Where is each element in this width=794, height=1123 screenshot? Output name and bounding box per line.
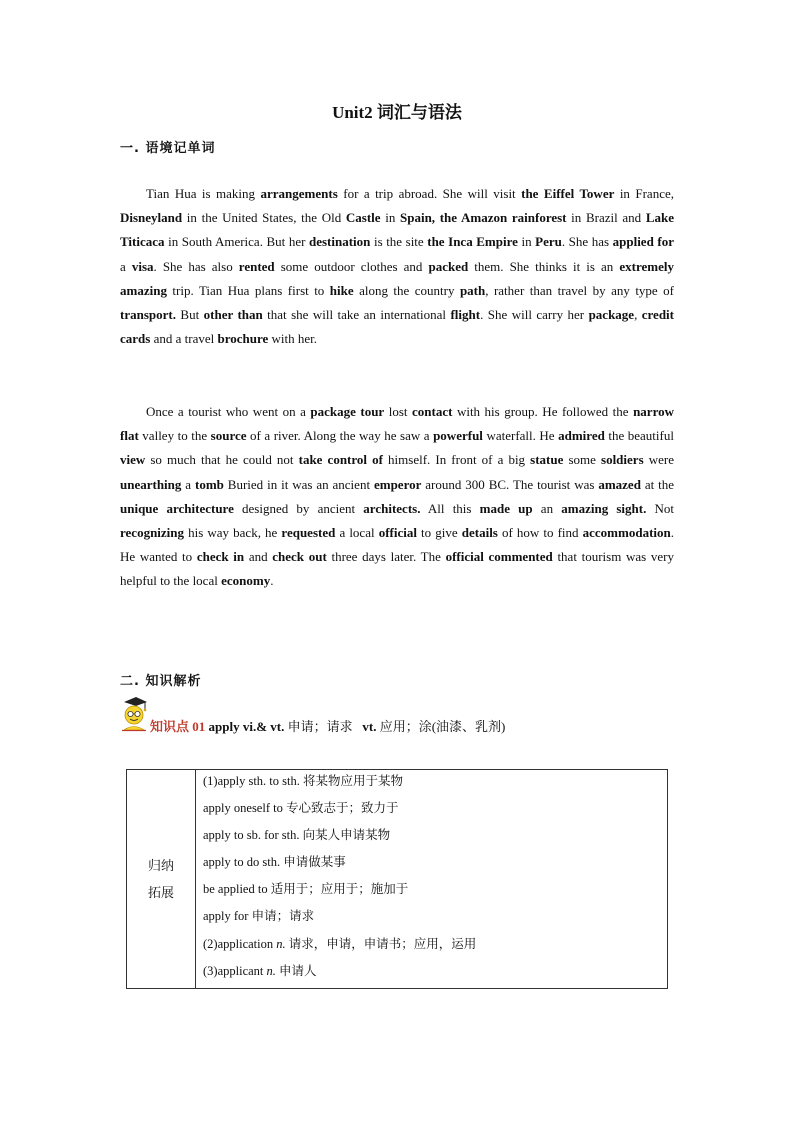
paragraph-text: an bbox=[532, 500, 562, 516]
paragraph-text: at the bbox=[640, 476, 675, 492]
bold-vocabulary-term: take control of bbox=[298, 452, 383, 468]
bold-vocabulary-term: unearthing bbox=[120, 476, 182, 492]
bold-vocabulary-term: official commented bbox=[445, 549, 553, 565]
bold-vocabulary-term: transport. bbox=[120, 307, 176, 323]
bold-vocabulary-term: admired bbox=[558, 428, 605, 444]
bold-vocabulary-term: amazed bbox=[598, 476, 641, 492]
table-line-text: be applied to 适用于；应用于；施加于 bbox=[203, 882, 409, 897]
knowledge-point-label: 知识点 01 bbox=[150, 719, 206, 734]
knowledge-point-pos-2: vt. bbox=[362, 719, 377, 734]
bold-vocabulary-term: arrangements bbox=[260, 186, 338, 201]
paragraph-text: some bbox=[563, 452, 602, 468]
table-line bbox=[203, 797, 667, 824]
table-line-text: apply oneself to 专心致志于；致力于 bbox=[203, 801, 399, 816]
paragraph-text: a bbox=[181, 476, 195, 492]
table-line-text: apply to sb. for sth. 向某人申请某物 bbox=[203, 828, 391, 843]
bold-vocabulary-term: tomb bbox=[195, 476, 224, 492]
paragraph-text: with her. bbox=[268, 331, 318, 347]
paragraph-text: a bbox=[120, 258, 132, 274]
table-line bbox=[203, 878, 667, 905]
table-line-text: apply for 申请；请求 bbox=[203, 909, 315, 924]
section-heading-vocabulary: 一. 语境记单词 bbox=[120, 141, 216, 156]
table-line-text: 请求，申请，申请书；应用，运用 bbox=[285, 936, 477, 951]
bold-vocabulary-term: statue bbox=[530, 452, 564, 468]
cartoon-mascot-icon bbox=[120, 696, 148, 732]
paragraph-text: along the country bbox=[353, 282, 460, 298]
knowledge-point-heading bbox=[120, 696, 674, 736]
paragraph-text: his way back, he bbox=[184, 525, 282, 541]
paragraph-text: in France, bbox=[614, 186, 674, 201]
side-label-line-1: 归纳 bbox=[147, 858, 174, 873]
bold-vocabulary-term: applied for bbox=[612, 234, 674, 250]
table-side-label bbox=[127, 770, 196, 989]
paragraph-text: of a river. Along the way he saw a bbox=[246, 428, 434, 444]
bold-vocabulary-term: brochure bbox=[217, 331, 269, 347]
bold-vocabulary-term: Spain, the Amazon rainforest bbox=[400, 210, 567, 226]
paragraph-text: that tourism was very helpful to the local bbox=[120, 549, 674, 589]
paragraph-1 bbox=[120, 182, 674, 351]
paragraph-text: in Brazil and bbox=[566, 210, 646, 226]
bold-vocabulary-term: unique architecture bbox=[120, 500, 234, 516]
paragraph-text: and bbox=[244, 549, 273, 565]
bold-vocabulary-term: the Inca Empire bbox=[427, 234, 518, 250]
section-heading-analysis: 二. 知识解析 bbox=[120, 674, 202, 689]
table-line bbox=[203, 905, 667, 932]
knowledge-point-headword: apply vi.& vt. bbox=[208, 719, 285, 734]
paragraph-text: waterfall. He bbox=[482, 428, 559, 444]
bold-vocabulary-term: accommodation bbox=[582, 525, 671, 541]
bold-vocabulary-term: details bbox=[461, 525, 498, 541]
paragraph-text: around 300 BC. The tourist was bbox=[421, 476, 599, 492]
bold-vocabulary-term: economy bbox=[221, 573, 271, 589]
bold-vocabulary-term: made up bbox=[479, 500, 533, 516]
bold-vocabulary-term: check in bbox=[196, 549, 245, 565]
bold-vocabulary-term: packed bbox=[428, 258, 469, 274]
bold-vocabulary-term: check out bbox=[272, 549, 327, 565]
table-line-text: apply to do sth. 申请做某事 bbox=[203, 855, 346, 870]
paragraph-text: with his group. He followed the bbox=[452, 404, 634, 419]
paragraph-text: Buried in it was an ancient bbox=[223, 476, 374, 492]
bold-vocabulary-term: extremely amazing bbox=[120, 258, 674, 298]
bold-vocabulary-term: package bbox=[588, 307, 635, 323]
paragraph-text: three days later. The bbox=[326, 549, 446, 565]
paragraph-text: in the United States, the Old bbox=[182, 210, 346, 226]
knowledge-point-meaning-1: 申请；请求 bbox=[287, 719, 353, 734]
side-label-line-2: 拓展 bbox=[147, 885, 174, 900]
paragraph-text: , bbox=[634, 307, 642, 323]
bold-vocabulary-term: contact bbox=[412, 404, 453, 419]
page-title: Unit2 词汇与语法 bbox=[332, 103, 462, 122]
bold-vocabulary-term: view bbox=[120, 452, 146, 468]
paragraph-text: them. She thinks it is an bbox=[468, 258, 620, 274]
paragraph-text: himself. In front of a big bbox=[382, 452, 531, 468]
paragraph-text: to give bbox=[416, 525, 462, 541]
bold-vocabulary-term: other than bbox=[203, 307, 263, 323]
bold-vocabulary-term: emperor bbox=[373, 476, 422, 492]
bold-vocabulary-term: Castle bbox=[345, 210, 381, 226]
table-line-text: n. bbox=[266, 963, 276, 978]
paragraph-text: But bbox=[175, 307, 204, 323]
bold-vocabulary-term: package tour bbox=[310, 404, 385, 419]
table-row bbox=[127, 770, 668, 989]
bold-vocabulary-term: credit cards bbox=[120, 307, 674, 347]
paragraph-text: , rather than travel by any type of bbox=[485, 282, 674, 298]
table-line-text: 申请人 bbox=[275, 963, 317, 978]
bold-vocabulary-term: requested bbox=[281, 525, 336, 541]
paragraph-text: All this bbox=[420, 500, 480, 516]
paragraph-text: and a travel bbox=[150, 331, 218, 347]
paragraph-text: lost bbox=[384, 404, 412, 419]
paragraph-text: some outdoor clothes and bbox=[274, 258, 429, 274]
table-content-cell bbox=[196, 770, 668, 989]
paragraph-text: that she will take an international bbox=[262, 307, 451, 323]
table-line-text: (2)application bbox=[203, 936, 277, 951]
bold-vocabulary-term: recognizing bbox=[120, 525, 185, 541]
expansion-table bbox=[126, 769, 668, 989]
bold-vocabulary-term: powerful bbox=[433, 428, 483, 444]
paragraph-text: Once a tourist who went on a bbox=[146, 404, 311, 419]
bold-vocabulary-term: soldiers bbox=[601, 452, 644, 468]
paragraph-text: designed by ancient bbox=[233, 500, 364, 516]
paragraph-text: . He wanted to bbox=[120, 525, 674, 565]
paragraph-text: in South America. But her bbox=[164, 234, 309, 250]
paragraph-text: . She will carry her bbox=[480, 307, 589, 323]
bold-vocabulary-term: destination bbox=[309, 234, 371, 250]
paragraph-text: in bbox=[517, 234, 536, 250]
bold-vocabulary-term: path bbox=[459, 282, 486, 298]
bold-vocabulary-term: visa bbox=[131, 258, 154, 274]
table-lines bbox=[203, 770, 667, 987]
bold-vocabulary-term: flight bbox=[450, 307, 481, 323]
paragraph-2 bbox=[120, 400, 674, 594]
paragraph-text: the beautiful bbox=[604, 428, 674, 444]
bold-vocabulary-term: rented bbox=[238, 258, 275, 274]
table-line bbox=[203, 933, 667, 960]
bold-vocabulary-term: the Eiffel Tower bbox=[521, 186, 615, 201]
bold-vocabulary-term: official bbox=[378, 525, 417, 541]
bold-vocabulary-term: hike bbox=[329, 282, 354, 298]
table-line bbox=[203, 824, 667, 851]
table-line-text: (1)apply sth. to sth. 将某物应用于某物 bbox=[203, 774, 403, 788]
bold-vocabulary-term: amazing sight. bbox=[561, 500, 647, 516]
knowledge-point-meaning-2: 应用；涂(油漆、乳剂) bbox=[379, 719, 506, 734]
bold-vocabulary-term: Peru bbox=[535, 234, 562, 250]
paragraph-text: . She has bbox=[561, 234, 613, 250]
table-line-text: n. bbox=[276, 936, 286, 951]
paragraph-text: . She has also bbox=[153, 258, 239, 274]
bold-vocabulary-term: Lake Titicaca bbox=[120, 210, 674, 250]
paragraph-text: were bbox=[643, 452, 674, 468]
bold-vocabulary-term: Disneyland bbox=[120, 210, 183, 226]
paragraph-text: . bbox=[270, 573, 274, 589]
bold-vocabulary-term: architects. bbox=[363, 500, 421, 516]
paragraph-text: a local bbox=[335, 525, 379, 541]
paragraph-text: is the site bbox=[370, 234, 428, 250]
paragraph-text: of how to find bbox=[497, 525, 583, 541]
bold-vocabulary-term: narrow flat bbox=[120, 404, 674, 444]
bold-vocabulary-term: source bbox=[210, 428, 247, 444]
paragraph-text: Tian Hua is making bbox=[146, 186, 261, 201]
knowledge-point-title bbox=[150, 716, 505, 735]
table-line-text: (3)applicant bbox=[203, 963, 267, 978]
table-line bbox=[203, 851, 667, 878]
table-line bbox=[203, 960, 667, 987]
paragraph-text: for a trip abroad. She will visit bbox=[337, 186, 522, 201]
paragraph-text: valley to the bbox=[138, 428, 211, 444]
paragraph-text: in bbox=[380, 210, 400, 226]
paragraph-text: so much that he could not bbox=[145, 452, 299, 468]
paragraph-text: Not bbox=[646, 500, 675, 516]
table-line bbox=[203, 770, 667, 797]
paragraph-text: trip. Tian Hua plans first to bbox=[166, 282, 330, 298]
